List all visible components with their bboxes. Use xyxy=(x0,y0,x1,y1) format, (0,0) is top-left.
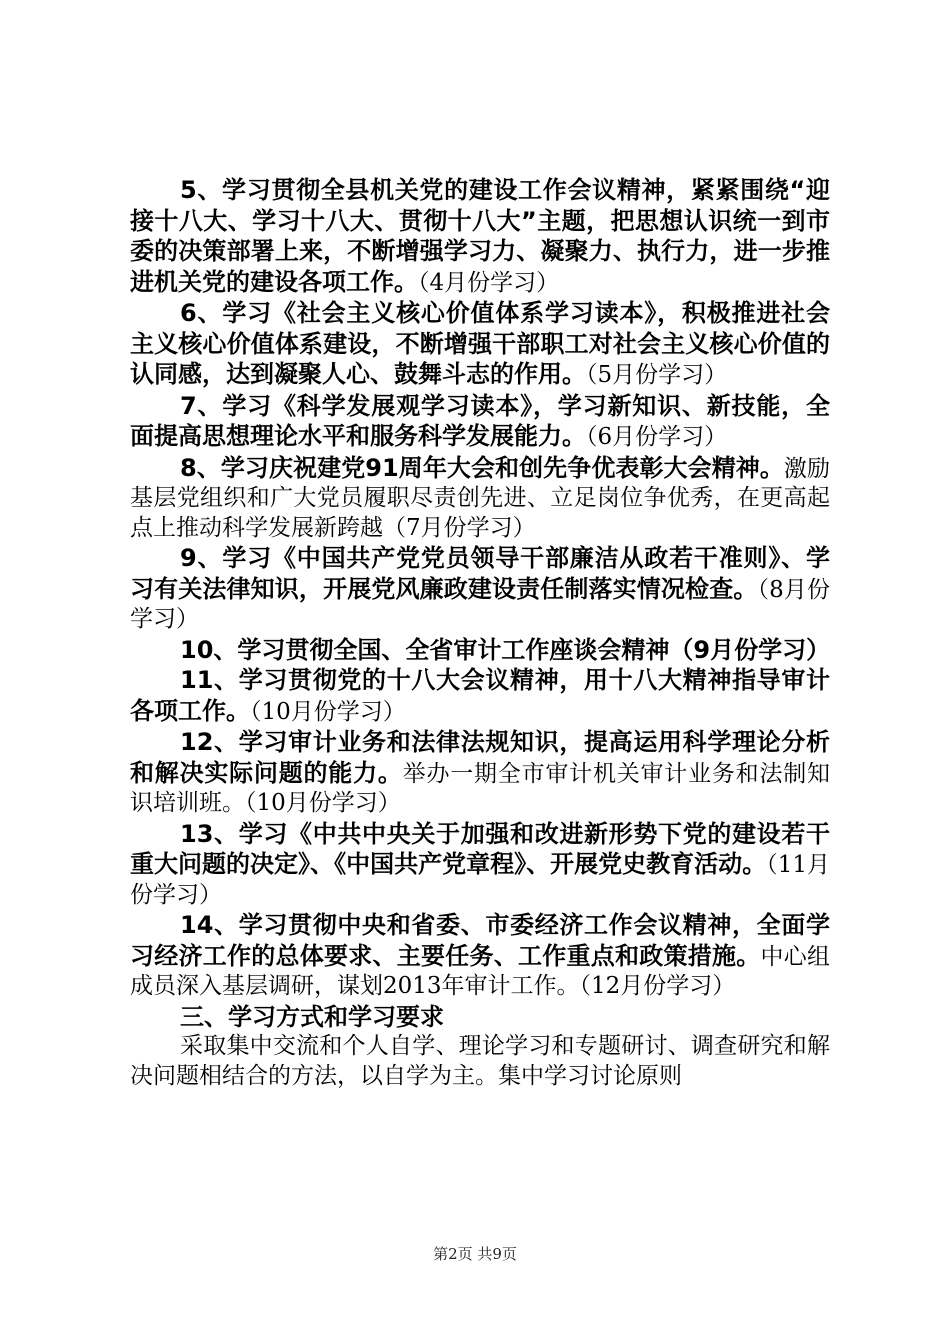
paragraph-text-plain: （10月份学习） xyxy=(250,698,406,725)
paragraph-item-9 xyxy=(130,543,830,635)
paragraph-item-6 xyxy=(130,298,830,391)
paragraph-item-5 xyxy=(130,175,830,298)
paragraph-item-7 xyxy=(130,391,830,453)
paragraph-text-bold: 10、学习贯彻全国、全省审计工作座谈会精神（9月份学习） xyxy=(180,635,831,664)
paragraph-text-bold: 9、学习《中国共产党党员领导干部廉洁从政若干准则》、学习有关法律知识，开展党风廉政建设责任制落实情况检查。 xyxy=(130,544,830,603)
paragraph-item-8 xyxy=(130,453,830,544)
paragraph-text-plain: 举办一期全市审计机关审计业务和法制知识培训班。（10月份学习） xyxy=(130,760,831,816)
paragraph-item-14 xyxy=(130,910,830,1002)
paragraph-text-bold: 14、学习贯彻中央和省委、市委经济工作会议精神，全面学习经济工作的总体要求、主要任务、工作重点和政策措施。 xyxy=(130,911,830,970)
paragraph-text-plain: 采取集中交流和个人自学、理论学习和专题研讨、调查研究和解决问题相结合的方法，以自学为主。集中学习讨论原则 xyxy=(130,1033,830,1089)
paragraph-section-3-heading xyxy=(130,1002,830,1033)
page-footer: 第2页 共9页 xyxy=(433,1245,517,1263)
paragraph-text-bold: 三、学习方式和学习要求 xyxy=(180,1002,444,1031)
paragraph-section-3-body xyxy=(130,1032,830,1091)
paragraph-text-plain: （5月份学习） xyxy=(586,362,728,388)
paragraph-text-bold: 8、学习庆祝建党91周年大会和创先争优表彰大会精神。 xyxy=(180,453,784,482)
paragraph-item-11 xyxy=(130,665,830,727)
paragraph-text-bold: 5、学习贯彻全县机关党的建设工作会议精神，紧紧围绕“迎接十八大、学习十八大、贯彻十八大”主题，把思想认识统一到市委的决策部署上来，不断增强学习力、凝聚力、执行力，进一步推进机关党的建设各项工作。 xyxy=(130,176,830,296)
paragraph-text-plain: 激励基层党组织和广大党员履职尽责创先进、立足岗位争优秀，在更高起点上推动科学发展新跨越（7月份学习） xyxy=(130,455,830,541)
paragraph-text-bold: 6、学习《社会主义核心价值体系学习读本》，积极推进社会主义核心价值体系建设，不断增强干部职工对社会主义核心价值的认同感，达到凝聚人心、鼓舞斗志的作用。 xyxy=(130,299,830,388)
paragraph-text-plain: （4月份学习） xyxy=(418,269,560,296)
paragraph-text-plain: （8月份学习） xyxy=(130,576,831,632)
paragraph-text-plain: （11月份学习） xyxy=(130,852,830,908)
paragraph-text-bold: 7、学习《科学发展观学习读本》，学习新知识、新技能，全面提高思想理论水平和服务科学发展能力。 xyxy=(130,391,830,450)
paragraph-text-plain: （6月份学习） xyxy=(586,424,728,450)
paragraph-text-bold: 12、学习审计业务和法律法规知识，提高运用科学理论分析和解决实际问题的能力。 xyxy=(130,728,830,787)
document-body xyxy=(130,175,830,1091)
paragraph-text-bold: 13、学习《中共中央关于加强和改进新形势下党的建设若干重大问题的决定》、《中国共产党章程》、开展党史教育活动。 xyxy=(130,819,830,878)
paragraph-text-plain: 中心组成员深入基层调研，谋划2013年审计工作。（12月份学习） xyxy=(130,943,830,999)
paragraph-item-10 xyxy=(130,635,830,666)
paragraph-text-bold: 11、学习贯彻党的十八大会议精神，用十八大精神指导审计各项工作。 xyxy=(130,666,830,725)
paragraph-item-12 xyxy=(130,727,830,819)
paragraph-item-13 xyxy=(130,819,830,911)
